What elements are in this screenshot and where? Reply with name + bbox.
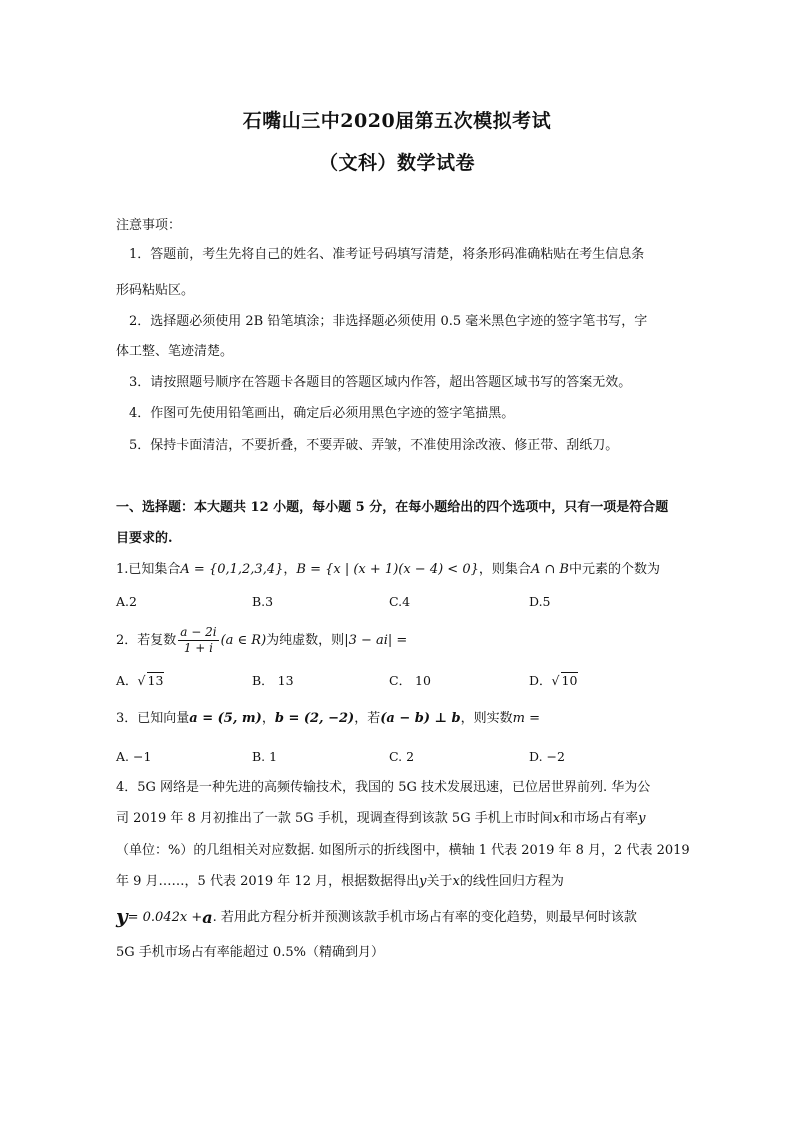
q4-line-6: 5G 手机市场占有率能超过 0.5%（精确到月） (116, 945, 384, 960)
q1-option-a: A.2 (116, 594, 137, 609)
q3-vector-b: b = (2, −2) (274, 711, 355, 726)
notice-item-1-line-1: 1．答题前，考生先将自己的姓名、准考证号码填写清楚，将条形码准确粘贴在考生信息条 (129, 247, 645, 262)
q4-line-2-b: 和市场占有率 (560, 811, 639, 826)
q3-condition: (a − b) ⊥ b (380, 711, 461, 726)
q2-fraction (178, 625, 218, 656)
q4-line-4-a: 年 9 月……，5 代表 2019 年 12 月，根据数据得出 (116, 874, 420, 889)
q4-var-x-2: x (452, 874, 460, 889)
q3-mid: ，若 (354, 711, 381, 726)
q1-option-d: D.5 (529, 594, 551, 609)
q3-sep: ， (261, 711, 275, 726)
y-hat-symbol: y (116, 904, 128, 928)
q3-option-b: B. 1 (252, 749, 278, 764)
q3-variable: m = (512, 711, 540, 726)
section-heading-line-1: 一、选择题：本大题共 12 小题，每小题 5 分，在每小题给出的四个选项中，只有一项是符合题 (116, 500, 669, 515)
notice-item-4: 4．作图可先使用铅笔画出，确定后必须用黑色字迹的签字笔描黑。 (129, 406, 515, 421)
q2-option-d-value: 10 (561, 673, 578, 688)
q2-fraction-denominator: 1 + i (183, 641, 214, 655)
q4-line-1: 4．5G 网络是一种先进的高频传输技术，我国的 5G 技术发展迅速，已位居世界前列. 华为公 (116, 780, 651, 795)
q3-option-d: D. −2 (529, 749, 565, 764)
q1-prefix: 1.已知集合 (116, 562, 181, 577)
q1-suffix-2: 中元素的个数为 (569, 562, 661, 577)
q4-line-2 (116, 810, 645, 828)
q3-option-a: A. −1 (116, 749, 152, 764)
notice-item-3: 3．请按照题号顺序在答题卡各题目的答题区域内作答，超出答题区域书写的答案无效。 (129, 375, 632, 390)
q4-var-y: y (638, 811, 646, 826)
q2-mid: 为纯虚数，则 (266, 633, 345, 648)
q4-line-3: （单位：%）的几组相关对应数据. 如图所示的折线图中，横轴 1 代表 2019 年 8 月，2 代表 2019 (116, 843, 690, 858)
q4-line-4-b: 关于 (426, 874, 453, 889)
question-1 (116, 561, 660, 579)
q4-var-x: x (552, 811, 561, 826)
q4-regression-equation: = 0.042x + (127, 910, 203, 925)
question-2 (116, 624, 407, 658)
sqrt-icon: √ (551, 673, 560, 688)
q2-prefix: 2．若复数 (116, 633, 177, 648)
q4-line-2-a: 司 2019 年 8 月初推出了一款 5G 手机，现调查得到该款 5G 手机上市时间 (116, 811, 553, 826)
exam-title: 石嘴山三中2020届第五次模拟考试 (242, 110, 552, 132)
q1-set-b: B = {x | (x + 1)(x − 4) < 0} (296, 562, 479, 577)
q1-suffix-1: ，则集合 (478, 562, 531, 577)
q1-intersection: A ∩ B (530, 562, 569, 577)
q1-option-b: B.3 (252, 594, 274, 609)
q2-option-a-value: 13 (147, 673, 164, 688)
q4-var-y-2: y (419, 874, 427, 889)
q3-prefix: 3．已知向量 (116, 711, 190, 726)
q2-condition: (a ∈ R) (220, 633, 267, 648)
section-heading-line-2: 目要求的. (116, 531, 173, 546)
q1-sep: ， (283, 562, 297, 577)
q4-line-5 (116, 905, 637, 927)
q2-option-a-label: A． (116, 673, 138, 688)
q2-option-d-label: D． (529, 673, 552, 688)
q3-suffix: ，则实数 (460, 711, 513, 726)
notice-item-5: 5．保持卡面清洁，不要折叠，不要弄破、弄皱，不准使用涂改液、修正带、刮纸刀。 (129, 438, 619, 453)
sqrt-icon: √ (137, 673, 146, 688)
q4-line-4-c: 的线性回归方程为 (459, 874, 564, 889)
q4-line-5-rest: . 若用此方程分析并预测该款手机市场占有率的变化趋势，则最早何时该款 (212, 910, 637, 925)
notice-item-2-line-2: 体工整、笔迹清楚。 (116, 344, 234, 359)
q2-option-b: B． 13 (252, 673, 294, 688)
q2-option-c: C． 10 (389, 673, 431, 688)
q2-option-d (529, 671, 578, 689)
a-hat-symbol: a (202, 908, 213, 927)
notice-item-2-line-1: 2．选择题必须使用 2B 铅笔填涂；非选择题必须使用 0.5 毫米黑色字迹的签字笔书写，字 (129, 314, 648, 329)
question-3 (116, 710, 540, 728)
notice-heading: 注意事项： (116, 218, 182, 233)
exam-subtitle: （文科）数学试卷 (318, 152, 475, 174)
q3-vector-a: a = (5, m) (189, 711, 262, 726)
q1-option-c: C.4 (389, 594, 411, 609)
q1-set-a: A = {0,1,2,3,4} (180, 562, 284, 577)
q3-option-c: C. 2 (389, 749, 415, 764)
notice-item-1-line-2: 形码粘贴区。 (116, 283, 195, 298)
q2-expression: |3 − ai| = (344, 633, 408, 648)
q2-fraction-numerator: a − 2i (180, 625, 217, 639)
q4-line-4 (116, 873, 564, 891)
q2-option-a (116, 671, 164, 689)
